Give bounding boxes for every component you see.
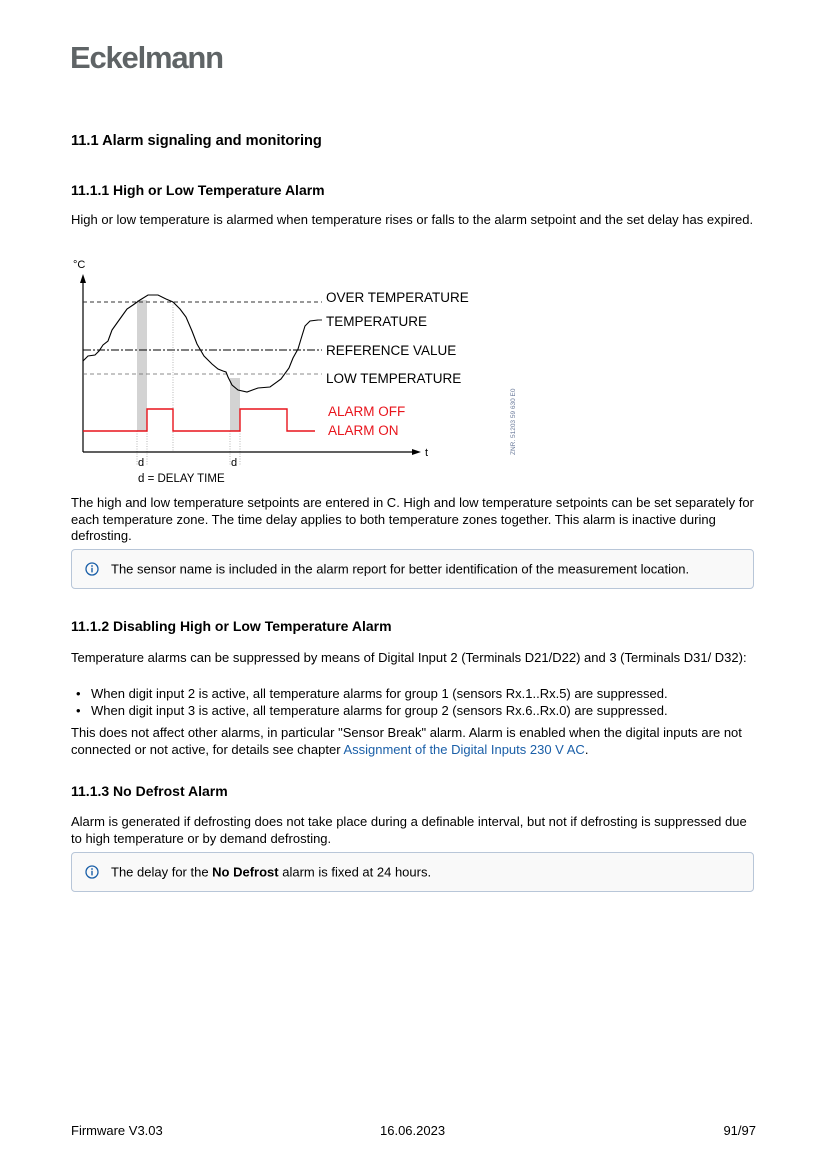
- label-alarm-off: ALARM OFF: [328, 404, 406, 419]
- delay-legend: d = DELAY TIME: [138, 473, 225, 485]
- label-low-temperature: LOW TEMPERATURE: [326, 371, 462, 386]
- suppression-list: [76, 686, 766, 719]
- disabling-after-paragraph: [71, 725, 761, 758]
- delay-band-1: [137, 300, 147, 431]
- label-alarm-on: ALARM ON: [328, 423, 399, 438]
- list-item: • When digit input 3 is active, all temperature alarms for group 2 (sensors Rx.6..Rx.0) are suppressed.: [76, 703, 766, 720]
- eckelmann-logo: Eckelmann: [70, 40, 223, 75]
- subsection-title-disabling: 11.1.2 Disabling High or Low Temperature Alarm: [71, 618, 392, 634]
- after-text: This does not affect other alarms, in particular "Sensor Break" alarm. Alarm is enabled when the digital inputs are not connected or not active, for details see chapter: [71, 725, 742, 757]
- high-low-intro-paragraph: High or low temperature is alarmed when temperature rises or falls to the alarm setpoint and the set delay has expired.: [71, 212, 754, 227]
- digital-inputs-chapter-link[interactable]: Assignment of the Digital Inputs 230 V AC: [343, 741, 585, 757]
- y-axis-label: °C: [73, 259, 86, 271]
- label-temperature: TEMPERATURE: [326, 314, 428, 329]
- x-axis-label: t: [425, 447, 429, 459]
- disabling-intro-paragraph: Temperature alarms can be suppressed by means of Digital Input 2 (Terminals D21/D22) and 3 (Terminals D31/ D32):: [71, 650, 747, 665]
- footer-firmware: Firmware V3.03: [71, 1123, 163, 1138]
- subsection-title-no-defrost: 11.1.3 No Defrost Alarm: [71, 783, 228, 799]
- subsection-title-high-low-alarm: 11.1.1 High or Low Temperature Alarm: [71, 182, 325, 198]
- info-note-no-defrost: [71, 852, 754, 892]
- footer-page-number: 91/97: [723, 1123, 756, 1138]
- no-defrost-intro-paragraph: Alarm is generated if defrosting does not take place during a definable interval, but not if defrosting is suppressed due to high temperature or by demand defrosting.: [71, 814, 747, 846]
- info-note-sensor-name: [71, 549, 754, 589]
- label-over-temperature: OVER TEMPERATURE: [326, 290, 469, 305]
- section-title: 11.1 Alarm signaling and monitoring: [71, 133, 322, 149]
- footer-date: 16.06.2023: [380, 1123, 446, 1138]
- delay-marker-1: d: [138, 457, 145, 469]
- info-icon: [85, 865, 99, 879]
- note-text: The sensor name is included in the alarm report for better identification of the measurement location.: [111, 561, 690, 577]
- temperature-alarm-diagram: [0, 0, 827, 500]
- x-axis-arrow-icon: [412, 449, 421, 455]
- label-reference-value: REFERENCE VALUE: [326, 343, 457, 358]
- after-suffix: .: [584, 741, 589, 757]
- note-text: The delay for the No Defrost alarm is fixed at 24 hours.: [111, 864, 432, 880]
- info-icon: [85, 562, 99, 576]
- list-item: • When digit input 2 is active, all temperature alarms for group 1 (sensors Rx.1..Rx.5) are suppressed.: [76, 686, 766, 703]
- setpoint-paragraph: The high and low temperature setpoints are entered in C. High and low temperature setpoints can be set separately for each temperature zone. The time delay applies to both temperature zones together. This alarm is inactive during defrosting.: [71, 495, 754, 543]
- delay-marker-2: d: [231, 457, 238, 469]
- drawing-number: ZNR. 51203 59 630 E0: [510, 388, 517, 455]
- delay-band-2: [230, 378, 240, 431]
- y-axis-arrow-icon: [80, 274, 86, 283]
